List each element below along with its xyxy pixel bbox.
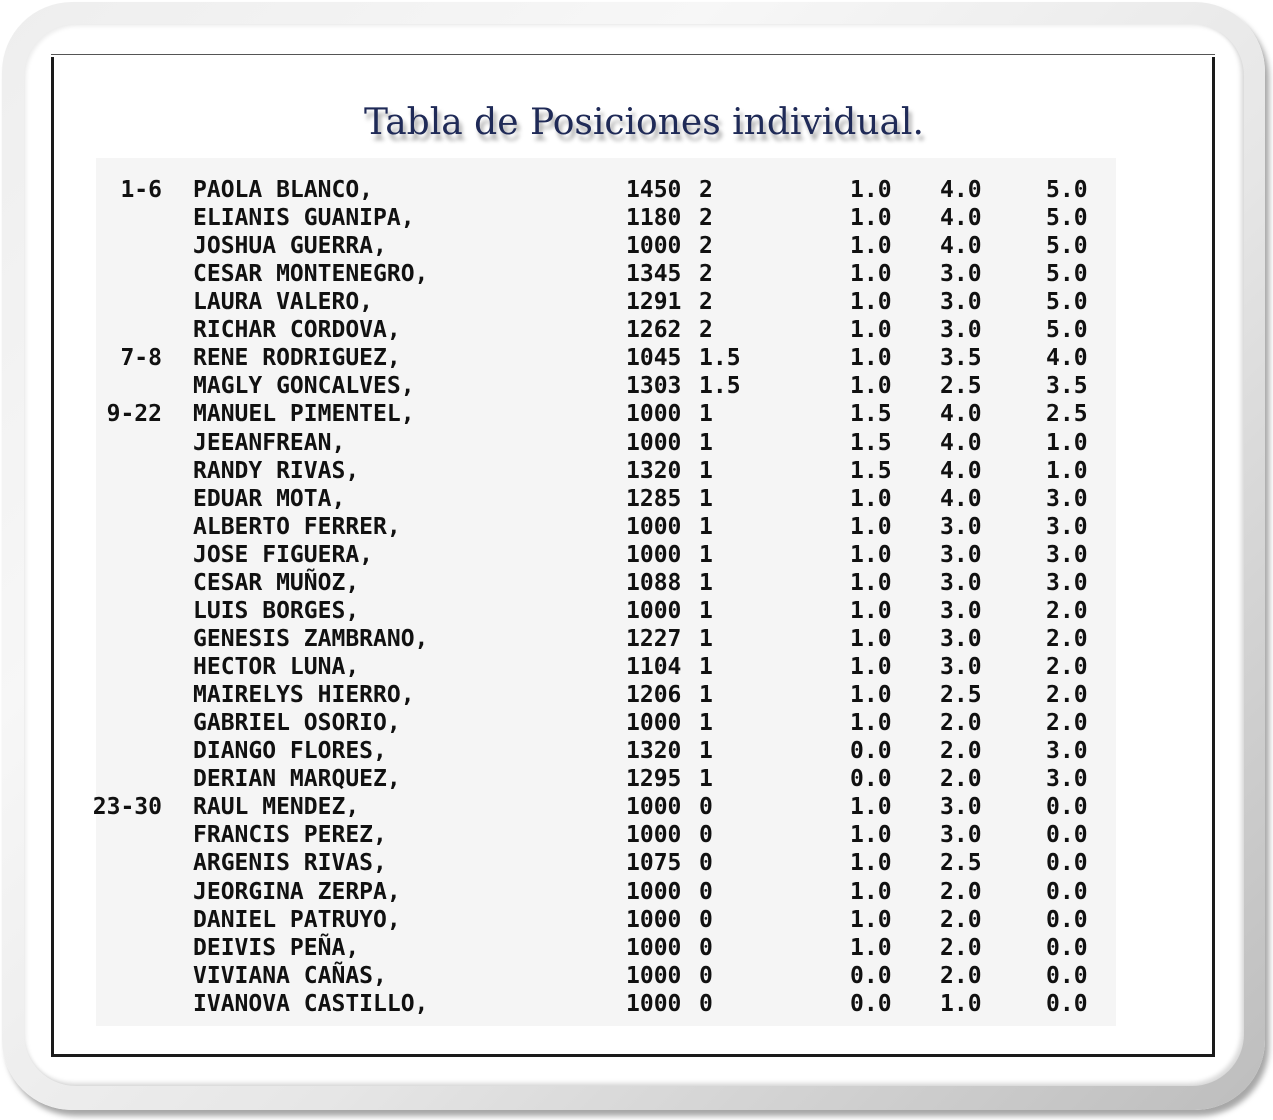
- tiebreak-1-cell: 1.0: [850, 513, 892, 540]
- tiebreak-1-cell: 0.0: [850, 738, 892, 765]
- tiebreak-1-cell: 1.0: [850, 345, 892, 372]
- rating-cell: 1291: [626, 289, 682, 316]
- player-name-cell: JOSHUA GUERRA,: [193, 233, 387, 260]
- points-cell: 0: [699, 822, 713, 849]
- rating-cell: 1104: [626, 654, 682, 681]
- tiebreak-1-cell: 1.0: [850, 233, 892, 260]
- tiebreak-2-cell: 3.5: [940, 345, 982, 372]
- rating-cell: 1000: [626, 822, 682, 849]
- table-row: [96, 429, 1116, 457]
- points-cell: 2: [699, 289, 713, 316]
- table-row: [96, 400, 1116, 428]
- points-cell: 2: [699, 317, 713, 344]
- points-cell: 1.5: [699, 345, 741, 372]
- tiebreak-2-cell: 2.0: [940, 962, 982, 989]
- tiebreak-1-cell: 0.0: [850, 766, 892, 793]
- tiebreak-1-cell: 1.5: [850, 457, 892, 484]
- rating-cell: 1000: [626, 710, 682, 737]
- tiebreak-3-cell: 0.0: [1046, 906, 1088, 933]
- standings-table: [92, 158, 1116, 1026]
- player-name-cell: LUIS BORGES,: [193, 597, 360, 624]
- tiebreak-2-cell: 3.0: [940, 261, 982, 288]
- tiebreak-3-cell: 2.0: [1046, 597, 1088, 624]
- points-cell: 1: [699, 457, 713, 484]
- points-cell: 2: [699, 261, 713, 288]
- tiebreak-3-cell: 0.0: [1046, 794, 1088, 821]
- tiebreak-3-cell: 1.0: [1046, 429, 1088, 456]
- tiebreak-2-cell: 4.0: [940, 401, 982, 428]
- player-name-cell: DERIAN MARQUEZ,: [193, 766, 401, 793]
- table-row: [96, 737, 1116, 765]
- table-row: [96, 232, 1116, 260]
- tiebreak-1-cell: 1.0: [850, 822, 892, 849]
- points-cell: 1: [699, 625, 713, 652]
- tiebreak-3-cell: 3.0: [1046, 766, 1088, 793]
- tiebreak-2-cell: 3.0: [940, 541, 982, 568]
- tiebreak-3-cell: 5.0: [1046, 205, 1088, 232]
- position-cell: 1-6: [120, 177, 162, 203]
- rating-cell: 1227: [626, 625, 682, 652]
- player-name-cell: ELIANIS GUANIPA,: [193, 205, 415, 232]
- player-name-cell: MAGLY GONCALVES,: [193, 373, 415, 400]
- table-row: [96, 569, 1116, 597]
- player-name-cell: MAIRELYS HIERRO,: [193, 682, 415, 709]
- rating-cell: 1303: [626, 373, 682, 400]
- player-name-cell: EDUAR MOTA,: [193, 485, 346, 512]
- table-row: [96, 962, 1116, 990]
- player-name-cell: DANIEL PATRUYO,: [193, 906, 401, 933]
- player-name-cell: CESAR MONTENEGRO,: [193, 261, 429, 288]
- tiebreak-1-cell: 1.0: [850, 485, 892, 512]
- tiebreak-3-cell: 4.0: [1046, 345, 1088, 372]
- player-name-cell: FRANCIS PEREZ,: [193, 822, 387, 849]
- table-row: [96, 765, 1116, 793]
- page-title: Tabla de Posiciones individual.: [364, 102, 924, 143]
- rating-cell: 1295: [626, 766, 682, 793]
- rating-cell: 1000: [626, 597, 682, 624]
- table-row: [96, 288, 1116, 316]
- table-row: [92, 793, 1116, 821]
- points-cell: 0: [699, 878, 713, 905]
- table-row: [96, 878, 1116, 906]
- player-name-cell: VIVIANA CAÑAS,: [193, 962, 387, 989]
- table-row: [96, 204, 1116, 232]
- rating-cell: 1000: [626, 541, 682, 568]
- rating-cell: 1075: [626, 850, 682, 877]
- points-cell: 2: [699, 177, 713, 203]
- player-name-cell: LAURA VALERO,: [193, 289, 374, 316]
- player-name-cell: ALBERTO FERRER,: [193, 513, 401, 540]
- tiebreak-3-cell: 1.0: [1046, 457, 1088, 484]
- tiebreak-1-cell: 1.0: [850, 569, 892, 596]
- table-row: [96, 906, 1116, 934]
- tiebreak-2-cell: 4.0: [940, 177, 982, 203]
- rating-cell: 1320: [626, 457, 682, 484]
- points-cell: 1: [699, 401, 713, 428]
- tiebreak-3-cell: 2.5: [1046, 401, 1088, 428]
- tiebreak-1-cell: 1.0: [850, 794, 892, 821]
- tiebreak-3-cell: 2.0: [1046, 654, 1088, 681]
- table-row: [96, 176, 1116, 204]
- player-name-cell: RICHAR CORDOVA,: [193, 317, 401, 344]
- tiebreak-2-cell: 3.0: [940, 597, 982, 624]
- tiebreak-2-cell: 2.5: [940, 850, 982, 877]
- table-row: [96, 821, 1116, 849]
- points-cell: 1: [699, 513, 713, 540]
- rating-cell: 1320: [626, 738, 682, 765]
- tiebreak-3-cell: 2.0: [1046, 710, 1088, 737]
- points-cell: 0: [699, 794, 713, 821]
- rating-cell: 1000: [626, 429, 682, 456]
- rating-cell: 1000: [626, 906, 682, 933]
- tiebreak-3-cell: 0.0: [1046, 934, 1088, 961]
- points-cell: 1: [699, 710, 713, 737]
- tiebreak-1-cell: 1.0: [850, 654, 892, 681]
- tiebreak-3-cell: 3.0: [1046, 513, 1088, 540]
- tiebreak-2-cell: 3.0: [940, 317, 982, 344]
- tiebreak-3-cell: 5.0: [1046, 177, 1088, 203]
- rating-cell: 1000: [626, 794, 682, 821]
- rating-cell: 1180: [626, 205, 682, 232]
- rating-cell: 1000: [626, 233, 682, 260]
- table-row: [96, 485, 1116, 513]
- rating-cell: 1345: [626, 261, 682, 288]
- player-name-cell: RANDY RIVAS,: [193, 457, 360, 484]
- player-name-cell: JOSE FIGUERA,: [193, 541, 374, 568]
- tiebreak-3-cell: 5.0: [1046, 261, 1088, 288]
- rating-cell: 1000: [626, 401, 682, 428]
- player-name-cell: CESAR MUÑOZ,: [193, 569, 360, 596]
- tiebreak-3-cell: 3.0: [1046, 541, 1088, 568]
- table-row: [96, 653, 1116, 681]
- tiebreak-2-cell: 2.0: [940, 710, 982, 737]
- tiebreak-3-cell: 0.0: [1046, 990, 1088, 1017]
- points-cell: 2: [699, 233, 713, 260]
- tiebreak-1-cell: 1.0: [850, 906, 892, 933]
- tiebreak-3-cell: 2.0: [1046, 682, 1088, 709]
- tiebreak-3-cell: 3.5: [1046, 373, 1088, 400]
- tiebreak-3-cell: 3.0: [1046, 569, 1088, 596]
- tiebreak-3-cell: 0.0: [1046, 822, 1088, 849]
- tiebreak-1-cell: 1.5: [850, 429, 892, 456]
- rating-cell: 1285: [626, 485, 682, 512]
- tiebreak-2-cell: 4.0: [940, 429, 982, 456]
- table-row: [96, 541, 1116, 569]
- player-name-cell: RAUL MENDEZ,: [193, 794, 360, 821]
- tiebreak-1-cell: 1.5: [850, 401, 892, 428]
- tiebreak-2-cell: 4.0: [940, 457, 982, 484]
- table-row: [96, 597, 1116, 625]
- tiebreak-2-cell: 2.0: [940, 878, 982, 905]
- player-name-cell: ARGENIS RIVAS,: [193, 850, 387, 877]
- table-row: [96, 681, 1116, 709]
- points-cell: 1: [699, 541, 713, 568]
- table-row: [96, 625, 1116, 653]
- tiebreak-2-cell: 2.0: [940, 934, 982, 961]
- table-row: [96, 372, 1116, 400]
- tiebreak-1-cell: 1.0: [850, 205, 892, 232]
- player-name-cell: RENE RODRIGUEZ,: [193, 345, 401, 372]
- table-row: [96, 990, 1116, 1018]
- tiebreak-3-cell: 0.0: [1046, 878, 1088, 905]
- tiebreak-2-cell: 1.0: [940, 990, 982, 1017]
- table-row: [96, 344, 1116, 372]
- tiebreak-1-cell: 1.0: [850, 625, 892, 652]
- points-cell: 1.5: [699, 373, 741, 400]
- points-cell: 0: [699, 962, 713, 989]
- points-cell: 1: [699, 766, 713, 793]
- player-name-cell: GENESIS ZAMBRANO,: [193, 625, 429, 652]
- player-name-cell: HECTOR LUNA,: [193, 654, 360, 681]
- tiebreak-2-cell: 2.0: [940, 738, 982, 765]
- tiebreak-2-cell: 4.0: [940, 205, 982, 232]
- tiebreak-2-cell: 3.0: [940, 569, 982, 596]
- tiebreak-3-cell: 3.0: [1046, 738, 1088, 765]
- position-cell: 9-22: [106, 401, 162, 428]
- tiebreak-1-cell: 1.0: [850, 177, 892, 203]
- tiebreak-1-cell: 1.0: [850, 373, 892, 400]
- tiebreak-2-cell: 3.0: [940, 289, 982, 316]
- rating-cell: 1000: [626, 990, 682, 1017]
- tiebreak-3-cell: 0.0: [1046, 962, 1088, 989]
- player-name-cell: GABRIEL OSORIO,: [193, 710, 401, 737]
- player-name-cell: PAOLA BLANCO,: [193, 177, 374, 203]
- table-row: [96, 513, 1116, 541]
- tiebreak-2-cell: 4.0: [940, 485, 982, 512]
- tiebreak-2-cell: 2.5: [940, 682, 982, 709]
- player-name-cell: DIANGO FLORES,: [193, 738, 387, 765]
- rating-cell: 1262: [626, 317, 682, 344]
- tiebreak-1-cell: 1.0: [850, 934, 892, 961]
- tiebreak-3-cell: 0.0: [1046, 850, 1088, 877]
- tiebreak-3-cell: 3.0: [1046, 485, 1088, 512]
- points-cell: 1: [699, 485, 713, 512]
- tiebreak-2-cell: 3.0: [940, 654, 982, 681]
- tiebreak-1-cell: 1.0: [850, 317, 892, 344]
- tiebreak-1-cell: 1.0: [850, 850, 892, 877]
- position-cell: 7-8: [120, 345, 162, 372]
- rating-cell: 1450: [626, 177, 682, 203]
- tiebreak-2-cell: 2.0: [940, 906, 982, 933]
- table-row: [96, 260, 1116, 288]
- points-cell: 1: [699, 597, 713, 624]
- player-name-cell: JEEANFREAN,: [193, 429, 346, 456]
- player-name-cell: DEIVIS PEÑA,: [193, 934, 360, 961]
- rating-cell: 1000: [626, 513, 682, 540]
- points-cell: 0: [699, 850, 713, 877]
- rating-cell: 1000: [626, 934, 682, 961]
- points-cell: 1: [699, 654, 713, 681]
- table-row: [96, 316, 1116, 344]
- tiebreak-2-cell: 3.0: [940, 625, 982, 652]
- tiebreak-3-cell: 5.0: [1046, 289, 1088, 316]
- rating-cell: 1045: [626, 345, 682, 372]
- player-name-cell: JEORGINA ZERPA,: [193, 878, 401, 905]
- tiebreak-2-cell: 3.0: [940, 822, 982, 849]
- tiebreak-1-cell: 0.0: [850, 962, 892, 989]
- points-cell: 1: [699, 429, 713, 456]
- rating-cell: 1206: [626, 682, 682, 709]
- tiebreak-2-cell: 3.0: [940, 513, 982, 540]
- tiebreak-2-cell: 3.0: [940, 794, 982, 821]
- table-row: [96, 849, 1116, 877]
- table-row: [96, 709, 1116, 737]
- position-cell: 23-30: [92, 794, 162, 821]
- tiebreak-1-cell: 1.0: [850, 261, 892, 288]
- tiebreak-2-cell: 4.0: [940, 233, 982, 260]
- points-cell: 0: [699, 934, 713, 961]
- tiebreak-2-cell: 2.5: [940, 373, 982, 400]
- tiebreak-1-cell: 1.0: [850, 710, 892, 737]
- tiebreak-3-cell: 5.0: [1046, 317, 1088, 344]
- points-cell: 1: [699, 569, 713, 596]
- rating-cell: 1000: [626, 878, 682, 905]
- points-cell: 2: [699, 205, 713, 232]
- tiebreak-3-cell: 2.0: [1046, 625, 1088, 652]
- table-row: [96, 457, 1116, 485]
- tiebreak-2-cell: 2.0: [940, 766, 982, 793]
- rating-cell: 1000: [626, 962, 682, 989]
- tiebreak-1-cell: 1.0: [850, 289, 892, 316]
- rating-cell: 1088: [626, 569, 682, 596]
- table-row: [96, 934, 1116, 962]
- points-cell: 1: [699, 682, 713, 709]
- tiebreak-3-cell: 5.0: [1046, 233, 1088, 260]
- points-cell: 0: [699, 990, 713, 1017]
- player-name-cell: IVANOVA CASTILLO,: [193, 990, 429, 1017]
- tiebreak-1-cell: 1.0: [850, 682, 892, 709]
- points-cell: 1: [699, 738, 713, 765]
- tiebreak-1-cell: 1.0: [850, 878, 892, 905]
- tiebreak-1-cell: 1.0: [850, 597, 892, 624]
- tiebreak-1-cell: 1.0: [850, 541, 892, 568]
- player-name-cell: MANUEL PIMENTEL,: [193, 401, 415, 428]
- points-cell: 0: [699, 906, 713, 933]
- tiebreak-1-cell: 0.0: [850, 990, 892, 1017]
